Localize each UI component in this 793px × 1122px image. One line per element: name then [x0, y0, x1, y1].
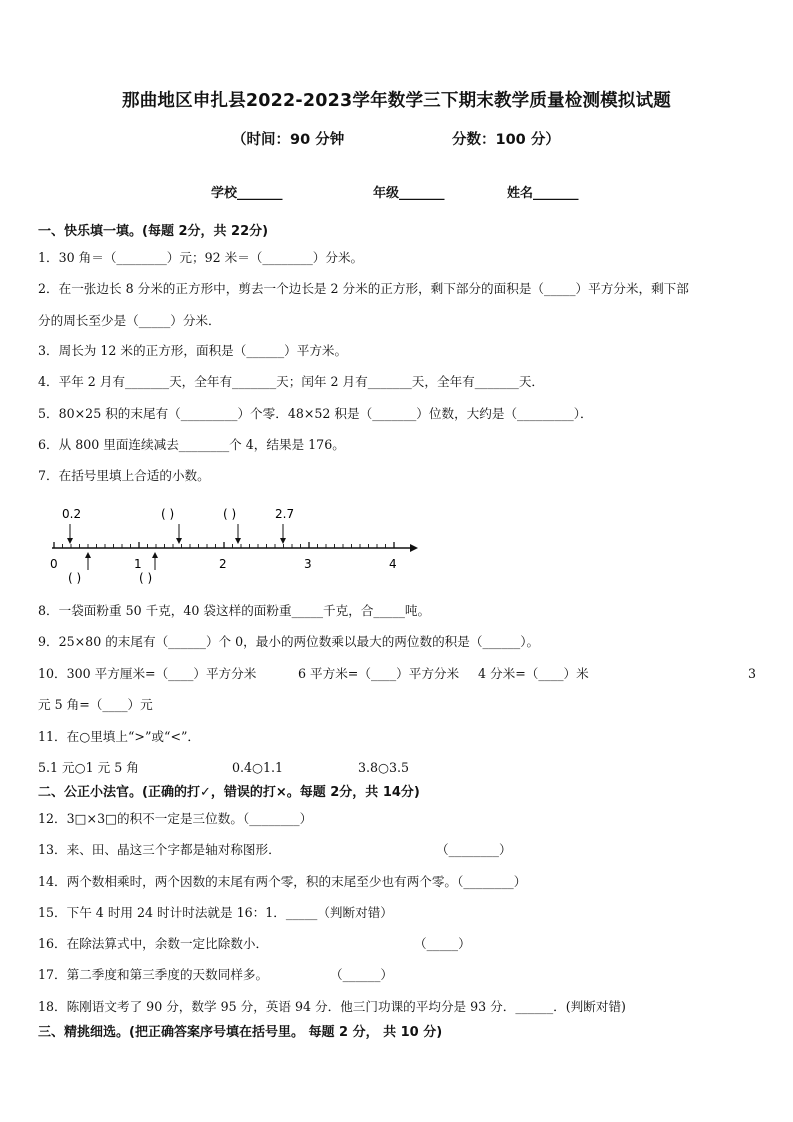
section3-heading: 三、精挑细选。(把正确答案序号填在括号里。 每题 2 分， 共 10 分): [38, 1025, 443, 1040]
tick-label-2: 2: [219, 557, 227, 571]
above-blank-2: ( ): [223, 507, 237, 521]
question-7: 7．在括号里填上合适的小数。: [38, 468, 210, 483]
below-blank-2: ( ): [139, 571, 153, 585]
page-title: 那曲地区申扎县2022-2023学年数学三下期末教学质量检测模拟试题: [122, 91, 671, 111]
question-10-part2: 6 平方米=（____）平方分米: [298, 666, 460, 681]
above-blank-1: ( ): [161, 507, 175, 521]
tick-label-1: 1: [134, 557, 142, 571]
exam-score: 分数：100 分）: [452, 132, 560, 148]
question-9: 9．25×80 的末尾有（______）个 0，最小的两位数乘以最大的两位数的积是（______）。: [38, 634, 540, 649]
question-5: 5．80×25 积的末尾有（_________）个零．48×52 积是（_______）位数，大约是（_________）．: [38, 406, 593, 421]
question-10-part1: 10．300 平方厘米=（____）平方分米: [38, 666, 257, 681]
exam-time: （时间：90 分钟: [232, 132, 345, 148]
tick-label-0: 0: [50, 557, 58, 571]
question-1: 1．30 角＝（________）元；92 米＝（________）分米。: [38, 250, 364, 265]
question-17: 17．第二季度和第三季度的天数同样多。: [38, 967, 269, 982]
question-4: 4．平年 2 月有_______天，全年有_______天；闰年 2 月有_______天，全年有_______天．: [38, 374, 545, 389]
question-15: 15．下午 4 时用 24 时计时法就是 16：1．_____（判断对错）: [38, 905, 393, 920]
question-2-line2: 分的周长至少是（_____）分米．: [38, 313, 221, 328]
question-16: 16．在除法算式中，余数一定比除数小．: [38, 936, 269, 951]
question-11-a: 5.1 元○1 元 5 角: [38, 760, 139, 775]
question-13: 13．来、田、晶这三个字都是轴对称图形．: [38, 842, 281, 857]
above-label-0-2: 0.2: [62, 507, 82, 521]
question-3: 3．周长为 12 米的正方形，面积是（______）平方米。: [38, 343, 348, 358]
question-13-blank: （________）: [436, 842, 512, 857]
question-11-c: 3.8○3.5: [358, 760, 410, 775]
question-11: 11．在○里填上“>”或“<”．: [38, 729, 201, 744]
pointer-arrows: [67, 524, 286, 570]
question-10-part5: 元 5 角=（____）元: [38, 697, 153, 712]
tick-label-3: 3: [304, 557, 312, 571]
question-8: 8．一袋面粉重 50 千克，40 袋这样的面粉重_____千克，合_____吨。: [38, 603, 431, 618]
section1-heading: 一、快乐填一填。(每题 2分，共 22分): [38, 224, 269, 239]
below-blank-1: ( ): [68, 571, 82, 585]
number-line-figure: [44, 500, 424, 590]
school-field: 学校_______: [211, 186, 283, 201]
question-17-blank: （______）: [330, 967, 393, 982]
question-10-part3: 4 分米=（____）米: [478, 666, 589, 681]
question-16-blank: （_____）: [414, 936, 471, 951]
section2-heading: 二、公正小法官。(正确的打✓，错误的打×。每题 2分，共 14分): [38, 785, 420, 800]
question-6: 6．从 800 里面连续减去________个 4，结果是 176。: [38, 437, 345, 452]
question-14: 14．两个数相乘时，两个因数的末尾有两个零，积的末尾至少也有两个零。（________）: [38, 874, 527, 889]
grade-field: 年级_______: [373, 186, 445, 201]
number-line-ticks: [54, 542, 394, 548]
tick-label-4: 4: [389, 557, 397, 571]
question-11-b: 0.4○1.1: [232, 760, 284, 775]
above-label-2-7: 2.7: [275, 507, 295, 521]
question-12: 12．3□×3□的积不一定是三位数。（________）: [38, 811, 313, 826]
question-18: 18．陈刚语文考了 90 分，数学 95 分，英语 94 分．他三门功课的平均分是 93 分．______．(判断对错): [38, 999, 626, 1014]
question-10-part4: 3: [748, 666, 757, 681]
name-field: 姓名_______: [507, 186, 579, 201]
number-line-arrowhead: [410, 544, 418, 552]
question-2-line1: 2．在一张边长 8 分米的正方形中，剪去一个边长是 2 分米的正方形，剩下部分的面积是（_____）平方分米，剩下部: [38, 281, 689, 296]
